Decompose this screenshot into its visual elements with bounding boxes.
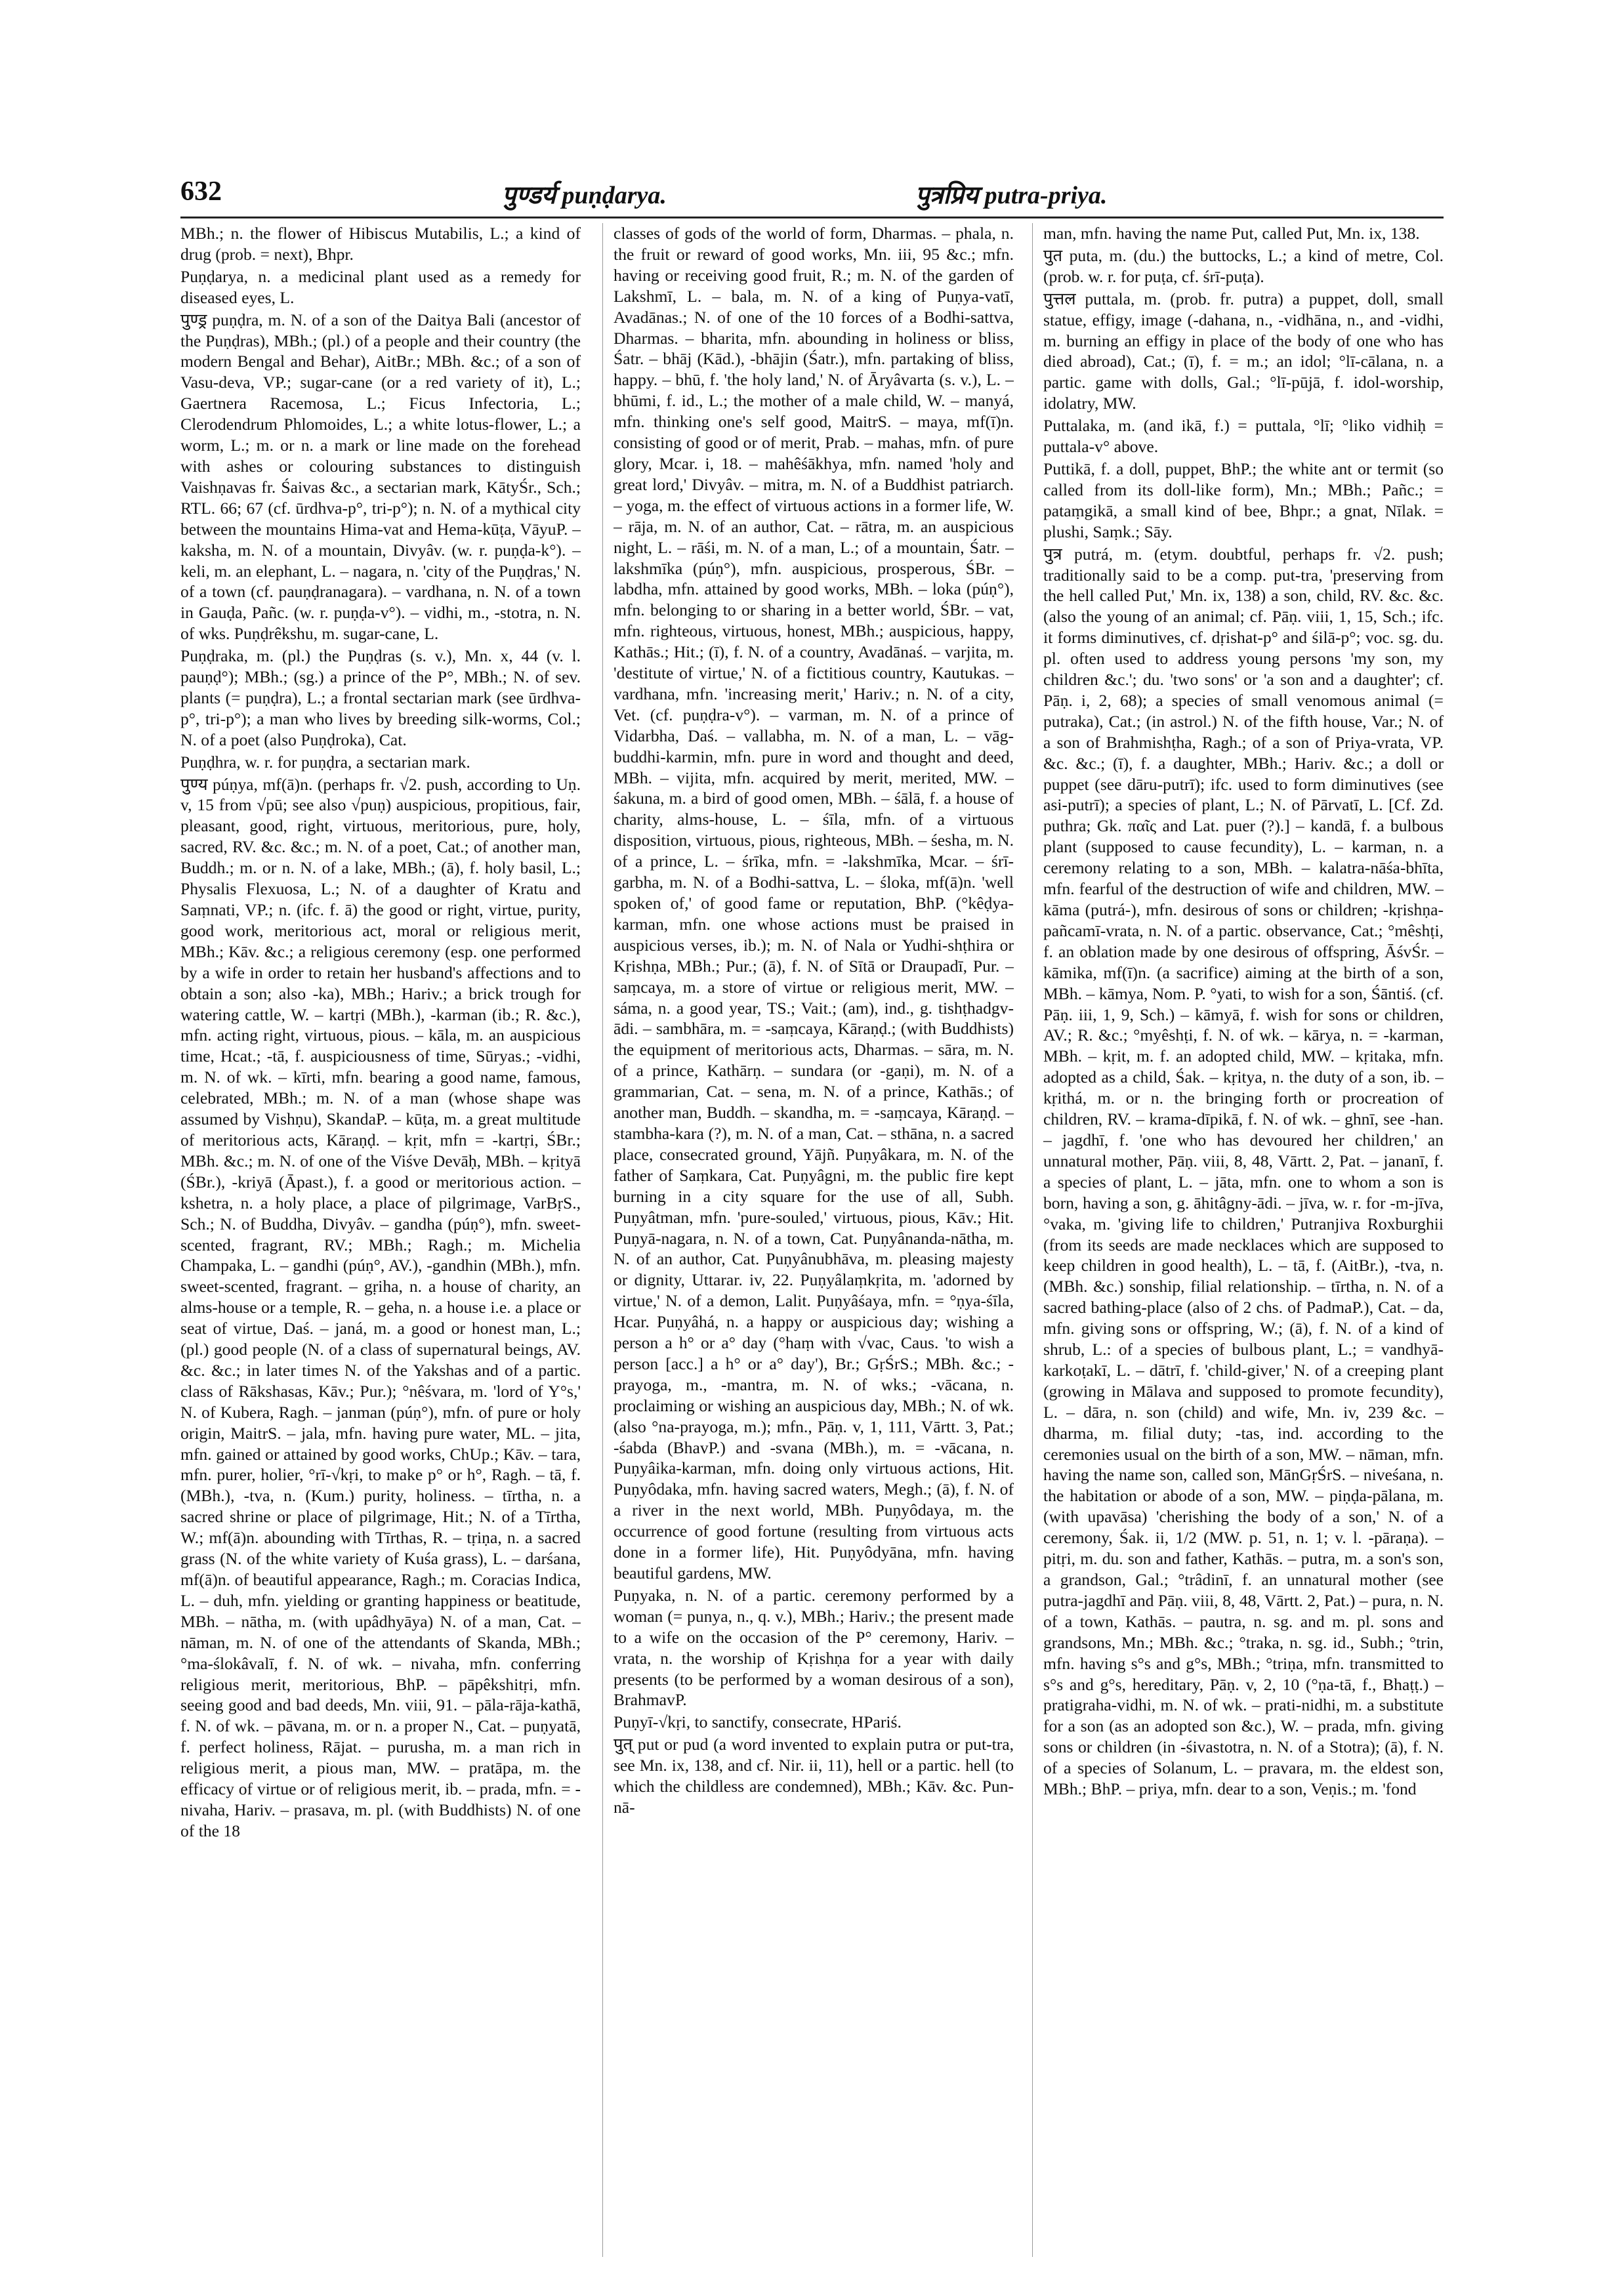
dictionary-entry: पुत् put or pud (a word invented to explain putra or put-tra, see Mn. ix, 138, and cf. Nir. ii, 11), hell or a partic. hell (to which the childless are condemned), MBh.; Kāv. &c. Pun-nā-	[614, 1735, 1014, 1817]
dictionary-entry: पुत्तल puttala, m. (prob. fr. putra) a puppet, doll, small statue, effigy, image (-dahana, n., -vidhāna, n., and -vidhi, m. burning an effigy in place of the body of one who has died abroad), Cat.; (ī), f. = m.; an idol; °lī-cālana, n. a partic. game with dolls, Gal.; °lī-pūjā, f. idol-worship, idolatry, MW.	[1043, 289, 1444, 413]
dictionary-entry: Puṇḍarya, n. a medicinal plant used as a remedy for diseased eyes, L.	[180, 266, 581, 307]
dictionary-entry: Puttalaka, m. (and ikā, f.) = puttala, °lī; °liko vidhiḥ = puttala-v° above.	[1043, 416, 1444, 457]
right-running-headword: पुत्रप्रिय putra-priya.	[915, 182, 1108, 209]
dictionary-entry: Puṇyī-√kṛi, to sanctify, consecrate, HPariś.	[614, 1712, 902, 1732]
page-number: 632	[180, 176, 222, 207]
left-running-headword: पुण्डर्य puṇḍarya.	[502, 182, 667, 209]
dictionary-entry: man, mfn. having the name Put, called Put, Mn. ix, 138.	[1043, 224, 1420, 243]
page-header	[180, 176, 1444, 215]
dictionary-entry: Puṇḍraka, m. (pl.) the Puṇḍras (s. v.), Mn. x, 44 (v. l. pauṇḍ°); MBh.; (sg.) a prince of the P°, MBh.; N. of sev. plants (= puṇḍra), L.; a frontal sectarian mark (see ūrdhva-p°, tri-p°); a man who lives by breeding silk-worms, Col.; N. of a poet (also Puṇḍroka), Cat.	[180, 646, 581, 749]
text-column-3	[1043, 223, 1444, 2257]
text-column-1	[180, 223, 581, 2257]
dictionary-entry: पुण्ड्र puṇḍra, m. N. of a son of the Daitya Bali (ancestor of the Puṇḍras), MBh.; (pl.) of a people and their country (the modern Bengal and Behar), AitBr.; MBh. &c.; of a son of Vasu-deva, VP.; sugar-cane (or a red variety of it), L.; Gaertnera Racemosa, L.; Ficus Infectoria, L.; Clerodendrum Phlomoides, L.; a white lotus-flower, L.; a worm, L.; m. or n. a mark or line made on the forehead with ashes or colouring substances to distinguish Vaishṇavas fr. Śaivas &c., a sectarian mark, KātyŚr., Sch.; RTL. 66; 67 (cf. ūrdhva-p°, tri-p°); n. N. of a mythical city between the mountains Hima-vat and Hema-kūṭa, VāyuP. – kaksha, m. N. of a mountain, Divyâv. (w. r. puṇḍa-k°). – keli, m. an elephant, L. – nagara, n. 'city of the Puṇḍras,' N. of a town (cf. pauṇḍranagara). – vardhana, n. N. of a town in Gauḍa, Pañc. (w. r. puṇḍa-v°). – vidhi, m., -stotra, n. N. of wks. Puṇḍrêkshu, m. sugar-cane, L.	[180, 310, 581, 644]
dictionary-entry: पुण्य púṇya, mf(ā)n. (perhaps fr. √2. push, according to Uṇ. v, 15 from √pū; see also √puṇ) auspicious, propitious, fair, pleasant, good, right, virtuous, meritorious, pure, holy, sacred, RV. &c. &c.; m. N. of a poet, Cat.; of another man, Buddh.; m. or n. N. of a lake, MBh.; (ā), f. holy basil, L.; Physalis Flexuosa, L.; N. of a daughter of Kratu and Saṃnati, VP.; n. (ifc. f. ā) the good or right, virtue, purity, good work, meritorious act, moral or religious merit, MBh.; Kāv. &c.; a religious ceremony (esp. one performed by a wife in order to retain her husband's affections and to obtain a son; also -ka), MBh.; Hariv.; a brick trough for watering cattle, W. – kartṛi (MBh.), -karman (ib.; R. &c.), mfn. acting right, virtuous, pious. – kāla, m. an auspicious time, Hcat.; -tā, f. auspiciousness of time, Sūryas.; -vidhi, m. N. of wk. – kīrti, mfn. bearing a good name, famous, celebrated, MBh.; m. N. of a man (whose shape was assumed by Vishṇu), SkandaP. – kūṭa, m. a great multitude of meritorious acts, Kāraṇḍ. – kṛit, mfn = -kartṛi, ŚBr.; MBh. &c.; m. N. of one of the Viśve Devāḥ, MBh. – kṛityā (ŚBr.), -kriyā (Āpast.), f. a good or meritorious action. – kshetra, n. a holy place, a place of pilgrimage, VarBṛS., Sch.; N. of Buddha, Divyâv. – gandha (púṇ°), mfn. sweet-scented, fragrant, RV.; MBh.; Ragh.; m. Michelia Champaka, L. – gandhi (púṇ°, AV.), -gandhin (MBh.), mfn. sweet-scented, fragrant. – gṛiha, n. a house of charity, an alms-house or a temple, R. – geha, n. a house i.e. a place or seat of virtue, Daś. – janá, m. a good or honest man, L.; (pl.) good people (N. of a class of supernatural beings, AV. &c. &c.; in later times N. of the Yakshas and of a partic. class of Rākshasas, Kāv.; Pur.); °nêśvara, m. 'lord of Y°s,' N. of Kubera, Ragh. – janman (púṇ°), mfn. of pure or holy origin, MaitrS. – jala, mfn. having pure water, ML. – jita, mfn. gained or attained by good works, ChUp.; Kāv. – tara, mfn. purer, holier, °rī-√kṛi, to make p° or h°, Ragh. – tā, f. (MBh.), -tva, n. (Kum.) purity, holiness. – tīrtha, n. a sacred shrine or place of pilgrimage, Hit.; N. of a Tīrtha, W.; mf(ā)n. abounding with Tīrthas, R. – tṛiṇa, n. a sacred grass (N. of the white variety of Kuśa grass), L. – darśana, mf(ā)n. of beautiful appearance, Ragh.; m. Coracias Indica, L. – duh, mfn. yielding or granting happiness or beatitude, MBh. – nātha, m. (with upâdhyāya) N. of a man, Cat. – nāman, m. N. of one of the attendants of Skanda, MBh.; °ma-ślokâvalī, f. N. of wk. – nivaha, mfn. conferring religious merit, meritorious, BhP. – pāpêkshitṛi, mfn. seeing good and bad deeds, Mn. viii, 91. – pāla-rāja-kathā, f. N. of wk. – pāvana, m. or n. a proper N., Cat. – puṇyatā, f. perfect holiness, Rājat. – purusha, m. a man rich in religious merit, a pious man, MW. – pratāpa, m. the efficacy of virtue or of religious merit, ib. – prada, mfn. = -nivaha, Hariv. – prasava, m. pl. (with Buddhists) N. of one of the 18	[180, 774, 581, 1840]
dictionary-entry: पुत puta, m. (du.) the buttocks, L.; a kind of metre, Col. (prob. w. r. for puṭa, cf. śrī-puṭa).	[1043, 245, 1444, 286]
header-rule	[180, 217, 1444, 218]
dictionary-entry: पुत्र putrá, m. (etym. doubtful, perhaps fr. √2. push; traditionally said to be a comp. put-tra, 'preserving from the hell called Put,' Mn. ix, 138) a son, child, RV. &c. &c. (also the young of an animal; cf. Pāṇ. viii, 1, 15, Sch.; ifc. it forms diminutives, cf. dṛishat-p° and śilā-p°; voc. sg. du. pl. often used to address young persons 'my son, my children &c.'; du. 'two sons' or 'a son and a daughter'; cf. Pāṇ. i, 2, 68); a species of small venomous animal (= putraka), Cat.; (in astrol.) N. of the fifth house, Var.; N. of a son of Brahmishṭha, Ragh.; of a son of Priya-vrata, VP. &c. &c.; (ī), f. a daughter, MBh.; Hariv. &c.; a doll or puppet (see dāru-putrī); ifc. used to form diminutives (see asi-putrī); a species of plant, L.; N. of Pārvatī, L. [Cf. Zd. puthra; Gk. παῖς and Lat. puer (?).] – kandā, f. a bulbous plant (supposed to cause fecundity), L. – karman, n. a ceremony relating to a son, MBh. – kalatra-nāśa-bhīta, mfn. fearful of the destruction of wife and children, MW. – kāma (putrá-), mfn. desirous of sons or children; -kṛishṇa-pañcamī-vrata, n. N. of a partic. observance, Cat.; °mêshṭi, f. an oblation made by one desirous of offspring, ĀśvŚr. – kāmika, mf(ī)n. (a sacrifice) aiming at the birth of a son, MBh. – kāmya, Nom. P. °yati, to wish for a son, Śāntiś. (cf. Pāṇ. iii, 1, 9, Sch.) – kāmyā, f. wish for sons or children, AV.; R. &c.; °myêshṭi, f. N. of wk. – kārya, n. = -karman, MBh. – kṛit, m. f. an adopted child, MW. – kṛitaka, mfn. adopted as a child, Śak. – kṛitya, n. the duty of a son, ib. – kṛithá, m. or n. the bringing forth or procreation of children, RV. – krama-dīpikā, f. N. of wk. – ghnī, see -han. – jagdhī, f. 'one who has devoured her children,' an unnatural mother, Pāṇ. viii, 8, 48, Vārtt. 2, Pat. – jananī, f. a species of plant, L. – jāta, mfn. one to whom a son is born, having a son, g. āhitâgny-ādi. – jīva, w. r. for -m-jīva, °vaka, m. 'giving life to children,' Putranjiva Roxburghii (from its seeds are made necklaces which are supposed to keep children in good health), L. – tā, f. (AitBr.), -tva, n. (MBh. &c.) sonship, filial relationship. – tīrtha, n. N. of a sacred bathing-place (also of 2 chs. of PadmaP.), Cat. – da, mfn. giving sons or offspring, W.; (ā), f. N. of a kind of shrub, L.: of a species of bulbous plant, L.; = vandhyā-karkoṭakī, L. – dātrī, f. 'child-giver,' N. of a creeping plant (growing in Mālava and supposed to promote fecundity), L. – dāra, n. son (child) and wife, Mn. iv, 239 &c. – dharma, m. filial duty; -tas, ind. according to the ceremonies usual on the birth of a son, MW. – nāman, mfn. having the name son, called son, MānGṛŚrS. – niveśana, n. the habitation or abode of a son, MW. – piṇḍa-pālana, m. (with upavāsa) 'cherishing the body of a son,' N. of a ceremony, Śak. ii, 1/2 (MW. p. 51, n. 1; v. l. -pāraṇa). – pitṛi, m. du. son and father, Kathās. – putra, m. a son's son, a grandson, Gal.; °trâdinī, f. an unnatural mother (see putra-jagdhī and Pāṇ. viii, 8, 48, Vārtt. 2, Pat.) – pura, n. N. of a town, Kathās. – pautra, n. sg. and m. pl. sons and grandsons, Mn.; MBh. &c.; °traka, n. sg. id., Subh.; °trin, mfn. having s°s and g°s, MBh.; °triṇa, mfn. transmitted to s°s and g°s, hereditary, Pāṇ. v, 2, 10 (°ṇa-tā, f., Bhaṭṭ.) – pratigraha-vidhi, m. N. of wk. – prati-nidhi, m. a substitute for a son (as an adopted son &c.), W. – prada, mfn. giving sons or children (in -śivastotra, n. N. of a Stotra); (ā), f. N. of a species of Solanum, L. – pravara, m. the eldest son, MBh.; BhP. – priya, mfn. dear to a son, Veṇis.; m. 'fond	[1043, 544, 1444, 1799]
column-divider	[602, 223, 603, 2257]
dictionary-entry: Puṇyaka, n. N. of a partic. ceremony performed by a woman (= punya, n., q. v.), MBh.; Hariv.; the present made to a wife on the occasion of the P° ceremony, Hariv. – vrata, n. the worship of Kṛishṇa for a year with daily presents (to be performed by a woman desirous of a son), BrahmavP.	[614, 1585, 1014, 1710]
dictionary-entry: classes of gods of the world of form, Dharmas. – phala, n. the fruit or reward of good works, Mn. iii, 95 &c.; mfn. having or receiving good fruit, R.; m. N. of the garden of Lakshmī, L. – bala, m. N. of a king of Puṇya-vatī, Avadānas.; N. of one of the 10 forces of a Bodhi-sattva, Dharmas. – bharita, mfn. abounding in holiness or bliss, Śatr. – bhāj (Kād.), -bhājin (Śatr.), mfn. partaking of bliss, happy. – bhū, f. 'the holy land,' N. of Āryâvarta (s. v.), L. – bhūmi, f. id., L.; the mother of a male child, W. – manyá, mfn. thinking one's self good, MaitrS. – maya, mf(ī)n. consisting of good or of merit, Prab. – mahas, mfn. of pure glory, Mcar. i, 18. – mahêśākhya, mfn. named 'holy and great lord,' Divyâv. – mitra, m. N. of a Buddhist patriarch. – yoga, m. the effect of virtuous actions in a former life, W. – rāja, m. N. of an author, Cat. – rātra, m. an auspicious night, L. – rāśi, m. N. of a man, L.; of a mountain, Śatr. – lakshmīka (púṇ°), mfn. auspicious, prosperous, ŚBr. – labdha, mfn. attained by good works, MBh. – loka (púṇ°), mfn. belonging to or sharing in a better world, ŚBr. – vat, mfn. righteous, virtuous, honest, MBh.; auspicious, happy, Kathās.; Hit.; (ī), f. N. of a country, Avadānaś. – varjita, m. 'destitute of virtue,' N. of a fictitious country, Kautukas. – vardhana, mfn. 'increasing merit,' Hariv.; n. N. of a city, Vet. (cf. puṇḍra-v°). – varman, m. N. of a prince of Vidarbha, Daś. – vallabha, m. N. of a man, L. – vāg-buddhi-karmin, mfn. pure in word and thought and deed, MBh. – vijita, mfn. acquired by merit, merited, MW. – śakuna, m. a bird of good omen, MBh. – śālā, f. a house of charity, alms-house, L. – śīla, mfn. of a virtuous disposition, virtuous, pious, righteous, MBh. – śesha, m. N. of a prince, L. – śrīka, mfn. = -lakshmīka, Mcar. – śrī-garbha, m. N. of a Bodhi-sattva, L. – śloka, mf(ā)n. 'well spoken of,' of good fame or reputation, BhP. (°kêḍya-karman, mfn. one whose actions must be praised in auspicious verses, ib.); m. N. of Nala or Yudhi-shṭhira or Kṛishṇa, MBh.; Pur.; (ā), f. N. of Sītā or Draupadī, Pur. – saṃcaya, m. a store of virtue or religious merit, MW. – sáma, n. a good year, TS.; Vait.; (am), ind., g. tishṭhadgv-ādi. – sambhāra, m. = -saṃcaya, Kāraṇḍ.; (with Buddhists) the equipment of meritorious acts, Dharmas. – sāra, m. N. of a prince, Kathārṇ. – sundara (or -gaṇi), m. N. of a grammarian, Cat. – sena, m. N. of a prince, Kathās.; of another man, Buddh. – skandha, m. = -saṃcaya, Kāraṇḍ. – stambha-kara (?), m. N. of a man, Cat. – sthāna, n. a sacred place, consecrated ground, Yājñ. Puṇyâkara, m. N. of the father of Saṃkara, Cat. Puṇyâgni, m. the public fire kept burning in a city square for the use of all, Subh. Puṇyâtman, mfn. 'pure-souled,' virtuous, pious, Kāv.; Hit. Puṇyā-nagara, n. N. of a town, Cat. Puṇyânanda-nātha, m. N. of an author, Cat. Puṇyânubhāva, m. pleasing majesty or dignity, Uttarar. iv, 22. Puṇyâlaṃkṛita, m. 'adorned by virtue,' N. of a demon, Lalit. Puṇyâśaya, mfn. = °ṇya-śīla, Hcar. Puṇyâhá, n. a happy or auspicious day; wishing a person a h° or a° day (°haṃ with √vac, Caus. 'to wish a person [acc.] a h° or a° day'), Br.; GṛŚrS.; MBh. &c.; -prayoga, m., -mantra, m. N. of wks.; -vācana, n. proclaiming or wishing an auspicious day, MBh.; N. of wk. (also °na-prayoga, m.); mfn., Pāṇ. v, 1, 111, Vārtt. 3, Pat.; -śabda (BhavP.) and -svana (MBh.), m. = -vācana, n. Puṇyâika-karman, mfn. doing only virtuous actions, Hit. Puṇyôdaka, mfn. having sacred waters, Megh.; (ā), f. N. of a river in the next world, MBh. Puṇyôdaya, m. the occurrence of good fortune (resulting from virtuous acts done in a former life), Hit. Puṇyôdyāna, mfn. having beautiful gardens, MW.	[614, 224, 1014, 1582]
text-column-2	[614, 223, 1014, 2257]
dictionary-entry: MBh.; n. the flower of Hibiscus Mutabilis, L.; a kind of drug (prob. = next), Bhpr.	[180, 224, 581, 264]
column-divider	[1032, 223, 1033, 2257]
dictionary-entry: Puttikā, f. a doll, puppet, BhP.; the white ant or termit (so called from its doll-like form), Mn.; MBh.; Pañc.; = pataṃgikā, a small kind of bee, Bhpr.; a gnat, Nīlak. = plushi, Saṃk.; Sāy.	[1043, 459, 1444, 541]
dictionary-entry: Puṇḍhra, w. r. for puṇḍra, a sectarian mark.	[180, 752, 470, 772]
